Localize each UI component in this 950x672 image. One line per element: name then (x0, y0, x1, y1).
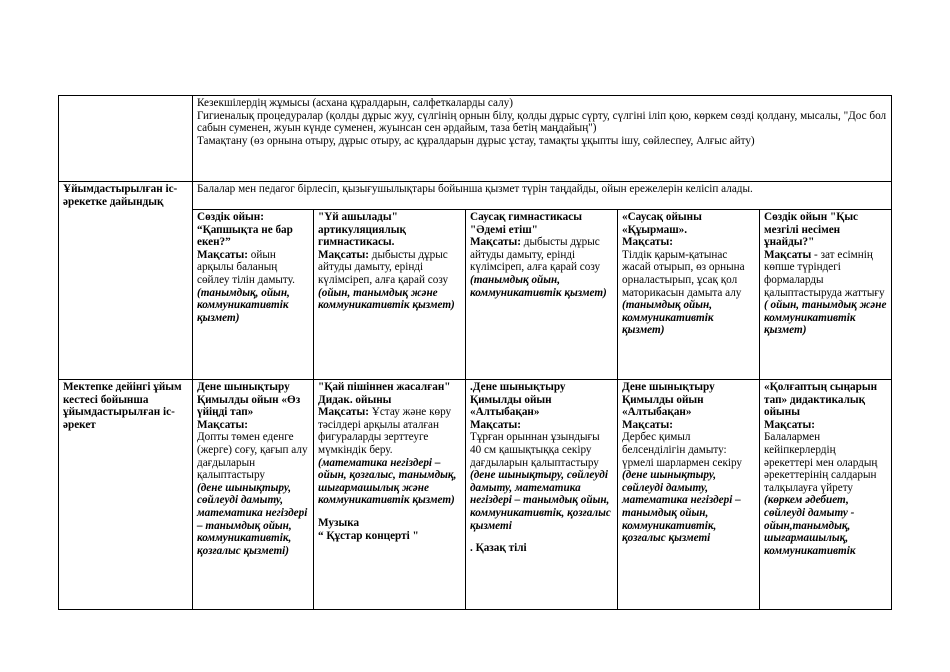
routine-row (59, 96, 892, 182)
prep-goal-label: Мақсаты: (470, 236, 521, 249)
prep-title: Сөздік ойын: “Қапшықта не бар екен?” (197, 211, 293, 249)
prep-title: "Үй ашылады" артикуляциялық гимнастикасы. (318, 211, 406, 249)
spacer (470, 532, 613, 542)
prep-goal: дыбысты дұрыс айтуды дамыту, ерінді күлімсіреп, алға қарай созу (318, 248, 449, 286)
prep-title: «Саусақ ойыны «Құырмаш». (622, 211, 702, 236)
schedule-extra-title: Музыка (318, 516, 360, 529)
schedule-tags: (дене шынықтыру, сөйлеуді дамыту, математика негіздері – танымдық ойын, коммуникативтік, қозғалыс қызметі) (197, 481, 308, 557)
routine-line-hygiene: Гигиеналық процедуралар (қолды дұрыс жуу, сүлгінің орнын білу, қолды дұрыс сүрту, сүлгіні іліп қою, көркем сөзді қолдану, мысалы, "Дос бол сабын суменен, жуын күнде суменен, жуынсан сен әрдайым, таза бетің маңдайың") (197, 109, 887, 135)
prep-cell-4 (618, 210, 760, 380)
schedule-title: .Дене шынықтыру Қимылды ойын «Алтыбақан» (470, 381, 566, 419)
prep-intro: Балалар мен педагог бірлесіп, қызығушылықтары бойынша қызмет түрін таңдайды, ойын ережелерін келісіп алады. (193, 182, 892, 210)
schedule-cell-2 (314, 380, 466, 610)
schedule-goal-label: Мақсаты: (622, 418, 673, 431)
prep-tags: ( ойын, танымдық және коммуникативтік қызмет) (764, 299, 887, 337)
schedule-tags: (дене шынықтыру, сөйлеуді дамыту, математика негіздері – танымдық ойын, коммуникативтік, қозғалыс қызметі (622, 469, 741, 545)
schedule-goal: Тұрған орыннан ұзындығы 40 см қашықтыққа секіру дағдыларын қалыптастыру (470, 431, 600, 469)
schedule-label: Мектепке дейінгі ұйым кестесі бойынша ұйымдастырылған іс-әрекет (59, 380, 193, 610)
routine-line-duty: Кезекшілердің жұмысы (асхана құралдарын, салфеткаларды салу) (197, 97, 513, 109)
prep-title: Саусақ гимнастикасы "Әдемі етіш" (470, 211, 582, 236)
schedule-row (59, 380, 892, 610)
prep-tags: (танымдық ойын, коммуникативтік қызмет) (470, 273, 607, 299)
schedule-goal: Допты төмен еденге (жерге) соғу, қағып алу дағдыларын қалыптастыру (197, 431, 308, 482)
schedule-tags: (математика негіздері – ойын, қозғалыс, танымдық, шығармашылық және коммуникативтік қызмет) (318, 456, 457, 507)
prep-cell-1 (193, 210, 314, 380)
schedule-extra-line: “ Құстар концерті " (318, 529, 419, 542)
schedule-goal-label: Мақсаты: (197, 418, 248, 431)
schedule-extra-title: . Қазақ тілі (470, 542, 527, 555)
schedule-title: «Қолғаптың сыңарын тап» дидактикалық ойыны (764, 381, 878, 419)
schedule-goal-label: Мақсаты: (318, 406, 369, 419)
schedule-goal-label: Мақсаты: (764, 418, 815, 431)
prep-goal: Тілдік қарым-қатынас жасай отырып, өз орнына орналастырып, ұсақ қол маторикасын дамыта алу (622, 248, 745, 299)
prep-goal: - зат есімнің көпше түріндегі формаларды қалыптастыруда жаттығу (764, 248, 885, 299)
schedule-tags: (дене шынықтыру, сөйлеуді дамыту, математика негіздері – танымдық ойын, коммуникативтік, қозғалыс қызметі (470, 469, 611, 532)
prep-tags: (танымдық, ойын, коммуникативтік қызмет) (197, 286, 290, 324)
schedule-cell-1 (193, 380, 314, 610)
prep-cell-5 (760, 210, 892, 380)
schedule-goal-label: Мақсаты: (470, 418, 521, 431)
routine-content (193, 96, 892, 182)
routine-label (59, 96, 193, 182)
prep-tags: (танымдық ойын, коммуникативтік қызмет) (622, 299, 714, 337)
prep-goal-label: Мақсаты (764, 248, 812, 261)
prep-intro-row (59, 182, 892, 210)
schedule-cell-3 (466, 380, 618, 610)
prep-label: Ұйымдастырылған іс-әрекетке дайындық (59, 182, 193, 380)
schedule-title: Дене шынықтыру Қимылды ойын «Алтыбақан» (622, 381, 715, 419)
schedule-goal: Дербес қимыл белсенділігін дамыту: үрмелі шарлармен секіру (622, 431, 743, 469)
schedule-title: "Қай пішіннен жасалған" Дидак. ойыны (318, 381, 451, 406)
schedule-title: Дене шынықтыру Қимылды ойын «Өз үйіңді тап» (197, 381, 301, 419)
prep-goal: ойын арқылы баланың сөйлеу тілін дамыту. (197, 248, 295, 286)
prep-goal-label: Мақсаты: (197, 248, 248, 261)
spacer (318, 507, 461, 517)
schedule-goal: Балалармен кейіпкерлердің әрекеттері мен олардың әрекеттерінің салдарын талқылауға үйрету (764, 431, 878, 494)
prep-cell-3 (466, 210, 618, 380)
prep-goal-label: Мақсаты: (622, 236, 673, 249)
prep-goal: дыбысты дұрыс айтуды дамыту, ерінді күлімсіреп, алға қарай созу (470, 236, 601, 274)
prep-cell-2 (314, 210, 466, 380)
schedule-tags: (көркем әдебиет, сөйлеуді дамыту - ойын,танымдық, шығармашылық, коммуникативтік (764, 494, 856, 557)
prep-goal-label: Мақсаты: (318, 248, 369, 261)
prep-title: Сөздік ойын "Қыс мезгілі несімен ұнайды?" (764, 211, 859, 249)
prep-tags: (ойын, танымдық және коммуникативтік қызмет) (318, 286, 455, 312)
schedule-table (58, 95, 892, 610)
schedule-cell-5 (760, 380, 892, 610)
schedule-cell-4 (618, 380, 760, 610)
routine-line-meal: Тамақтану (өз орнына отыру, дұрыс отыру, ас құралдарын дұрыс ұстау, тамақты ұқыпты ішу, сөйлеспеу, Алғыс айту) (197, 134, 755, 147)
schedule-goal: Ұстау және көру тәсілдері арқылы аталған фигураларды зерттеуге мүмкіндік беру. (318, 406, 452, 456)
